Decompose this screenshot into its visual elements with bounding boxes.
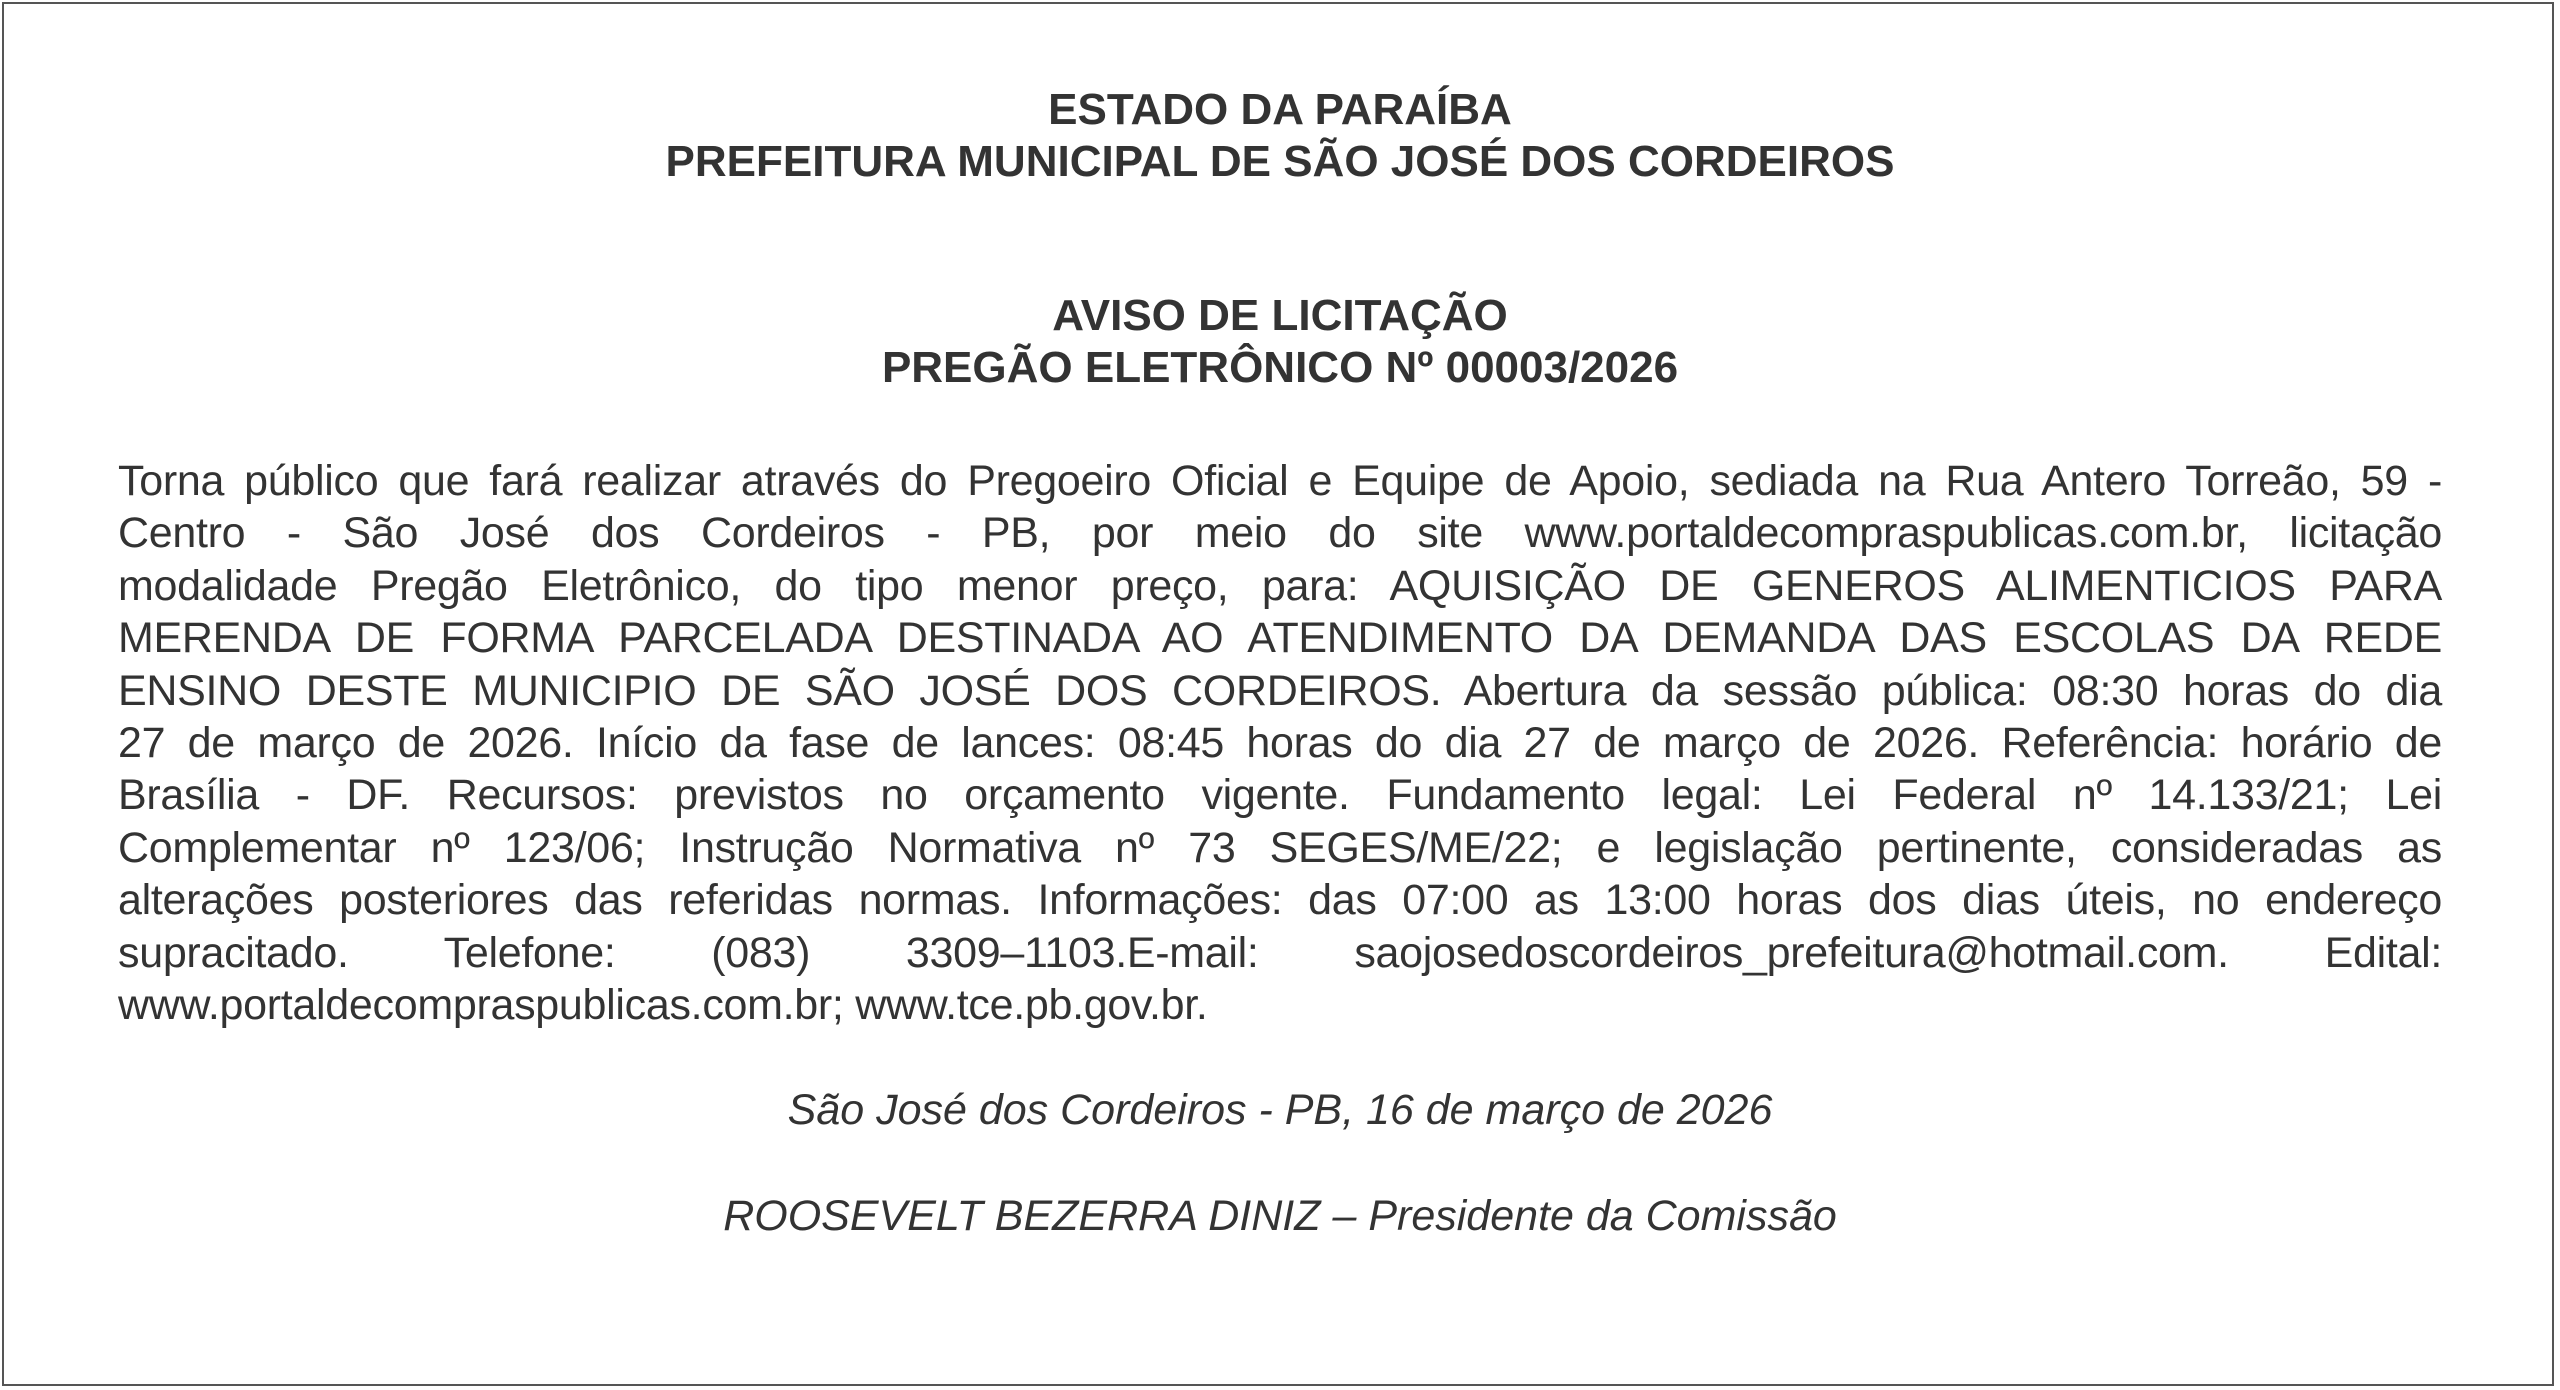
state-name: ESTADO DA PARAÍBA: [1048, 85, 1512, 134]
body-line: Brasília - DF. Recursos: previstos no orçamento vigente. Fundamento legal: Lei Federal nº 14.133/21; Lei: [118, 771, 2442, 820]
body-line: 27 de março de 2026. Início da fase de lances: 08:45 horas do dia 27 de março de 2026. Referência: horário de: [118, 719, 2442, 768]
body-line: Torna público que fará realizar através do Pregoeiro Oficial e Equipe de Apoio, sediada na Rua Antero Torreão, 59 -: [118, 457, 2442, 505]
issuer-header: [0, 84, 2560, 188]
body-line: supracitado. Telefone: (083) 3309–1103.E-mail: saojosedoscordeiros_prefeitura@hotmail.com. Edital:: [118, 928, 2442, 977]
signer-name: ROOSEVELT BEZERRA DINIZ – Presidente da Comissão: [723, 1192, 1837, 1240]
notice-title-block: [0, 290, 2560, 394]
body-line: alterações posteriores das referidas normas. Informações: das 07:00 as 13:00 horas dos dias úteis, no endereço: [118, 876, 2442, 925]
body-line: Complementar nº 123/06; Instrução Normativa nº 73 SEGES/ME/22; e legislação pertinente, consideradas as: [118, 823, 2442, 872]
body-line: Centro - São José dos Cordeiros - PB, por meio do site www.portaldecompraspublicas.com.br, licitação: [118, 509, 2442, 558]
notice-number: PREGÃO ELETRÔNICO Nº 00003/2026: [881, 343, 1679, 392]
municipality-name: PREFEITURA MUNICIPAL DE SÃO JOSÉ DOS CORDEIROS: [665, 137, 1895, 186]
body-line: MERENDA DE FORMA PARCELADA DESTINADA AO ATENDIMENTO DA DEMANDA DAS ESCOLAS DA REDE: [118, 614, 2442, 663]
notice-body: [118, 455, 2442, 1031]
body-line: modalidade Pregão Eletrônico, do tipo menor preço, para: AQUISIÇÃO DE GENEROS ALIMENTICIOS PARA: [118, 561, 2442, 610]
body-line: ENSINO DESTE MUNICIPIO DE SÃO JOSÉ DOS CORDEIROS. Abertura da sessão pública: 08:30 horas do dia: [118, 666, 2442, 715]
body-line: www.portaldecompraspublicas.com.br; www.tce.pb.gov.br.: [118, 981, 1208, 1030]
place-and-date: São José dos Cordeiros - PB, 16 de março de 2026: [787, 1086, 1773, 1134]
notice-title: AVISO DE LICITAÇÃO: [1052, 291, 1508, 340]
